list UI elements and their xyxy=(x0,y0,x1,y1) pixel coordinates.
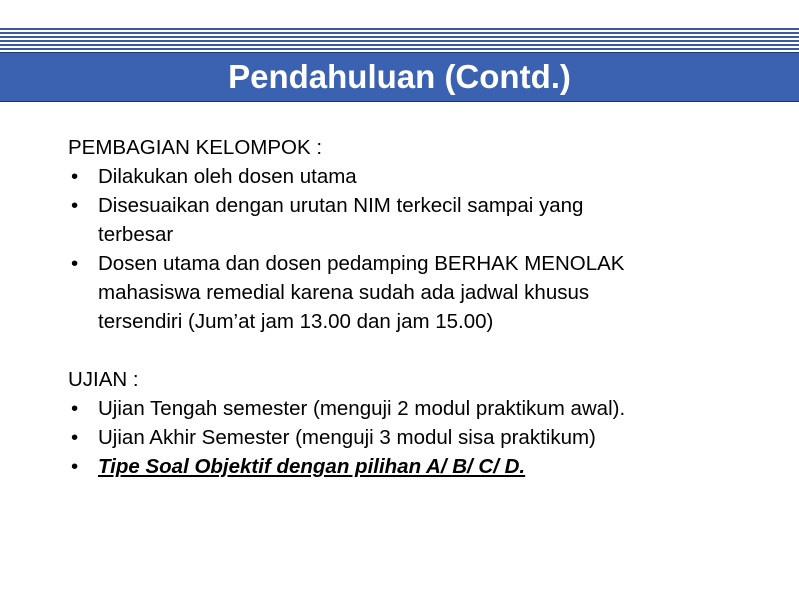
bullet-icon: • xyxy=(71,426,79,449)
list-item-text xyxy=(98,452,768,481)
section-heading-ujian: UJIAN : xyxy=(68,368,139,391)
emphasized-text: Tipe Soal Objektif dengan pilihan A/ B/ C/ D. xyxy=(98,455,526,478)
bullet-icon: • xyxy=(71,455,79,478)
list-item xyxy=(68,162,768,191)
slide-title: Pendahuluan (Contd.) xyxy=(228,58,571,95)
list-item-text: Dilakukan oleh dosen utama xyxy=(98,165,357,188)
header-stripe xyxy=(0,28,799,30)
bullet-icon: • xyxy=(71,252,79,275)
header-stripe xyxy=(0,48,799,50)
list-item xyxy=(68,249,768,336)
slide-content xyxy=(68,133,768,481)
spacer xyxy=(68,336,768,365)
list-item xyxy=(68,423,768,452)
section-heading-pembagian: PEMBAGIAN KELOMPOK : xyxy=(68,136,323,159)
list-item xyxy=(68,394,768,423)
bullet-icon: • xyxy=(71,397,79,420)
header-stripe xyxy=(0,40,799,42)
bullet-icon: • xyxy=(71,165,79,188)
list-item-text: Disesuaikan dengan urutan NIM terkecil sampai yang terbesar xyxy=(98,194,584,246)
list-item xyxy=(68,191,768,249)
list-item xyxy=(68,452,768,481)
title-bar xyxy=(0,52,799,102)
header-stripe xyxy=(0,36,799,38)
header-stripe xyxy=(0,32,799,34)
list-item-text: Dosen utama dan dosen pedamping BERHAK MENOLAK mahasiswa remedial karena sudah ada jadwal khusus tersendiri (Jum’at jam 13.00 dan jam 15.00) xyxy=(98,252,625,333)
list-item-text: Ujian Tengah semester (menguji 2 modul praktikum awal). xyxy=(98,397,626,420)
bullet-icon: • xyxy=(71,194,79,217)
list-item-text: Ujian Akhir Semester (menguji 3 modul sisa praktikum) xyxy=(98,426,596,449)
header-stripe xyxy=(0,44,799,46)
header-band xyxy=(0,28,799,100)
